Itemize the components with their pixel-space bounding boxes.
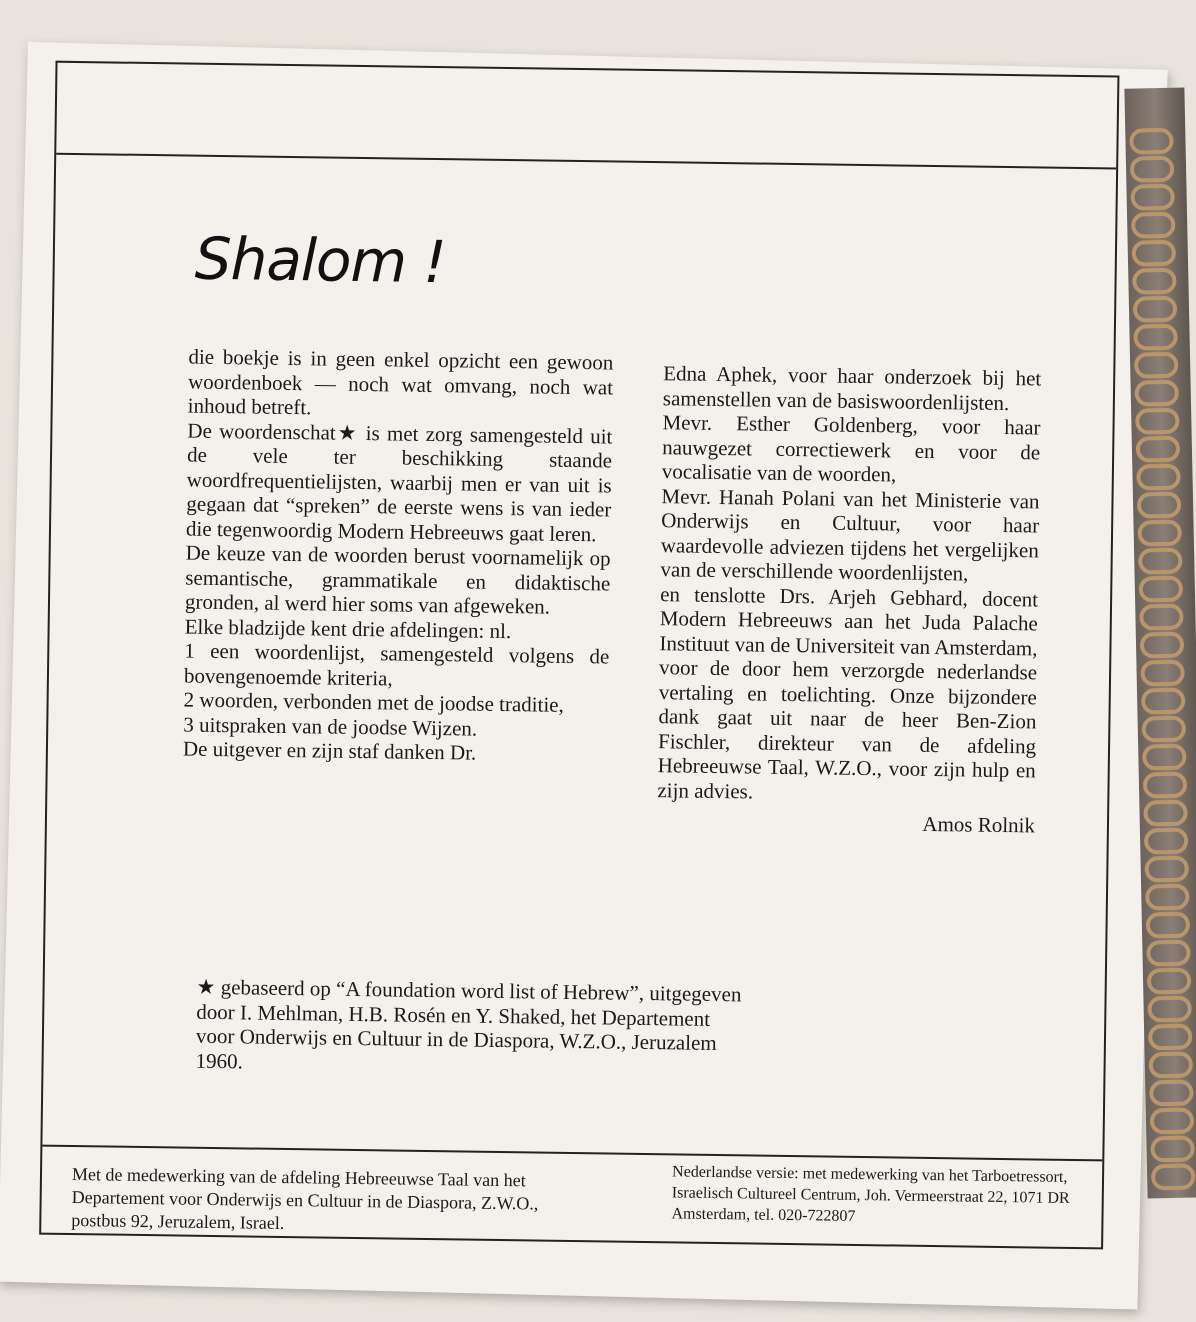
- spiral-ring: [1135, 408, 1180, 435]
- spiral-ring: [1148, 1024, 1193, 1051]
- paragraph: Elke bladzijde kent drie afdelingen: nl.: [184, 614, 512, 643]
- spiral-ring: [1146, 912, 1191, 939]
- paragraph: Edna Aphek, voor haar onderzoek bij het samenstellen van de basiswoordenlijsten.: [662, 361, 1042, 415]
- spiral-ring: [1149, 1080, 1194, 1107]
- spiral-ring: [1146, 940, 1191, 967]
- list-item: 2 woorden, verbonden met de joodse traditie,: [183, 687, 565, 717]
- paragraph: en tenslotte Drs. Arjeh Gebhard, docent Modern Hebreeuws aan het Juda Palache Instituut van de Universiteit van Amsterdam, voor de door hem verzorgde nederlandse vertaling en toelichting. Onze bijzondere dank gaat uit naar de heer Ben-Zion Fischler, direkteur van de afdeling Hebreeuwse Taal, W.Z.O., voor zijn hulp en zijn advies.: [657, 581, 1039, 803]
- right-column: [657, 361, 1042, 838]
- spiral-ring: [1151, 1164, 1196, 1191]
- spiral-ring: [1137, 520, 1182, 547]
- list-item: 3 uitspraken van de joodse Wijzen.: [183, 712, 478, 741]
- spiral-ring: [1136, 464, 1181, 491]
- spiral-ring: [1131, 212, 1176, 239]
- spiral-ring: [1136, 436, 1181, 463]
- spiral-ring: [1132, 240, 1177, 267]
- paragraph: De keuze van de woorden berust voornamelijk op semantische, grammatikale en didaktische gronden, al werd hier soms van afgeweken.: [184, 540, 611, 619]
- spiral-ring: [1139, 604, 1184, 631]
- spiral-ring: [1142, 744, 1187, 771]
- page-title: Shalom !: [194, 224, 447, 297]
- spiral-ring: [1140, 632, 1185, 659]
- book-page: [0, 42, 1168, 1309]
- spiral-ring: [1130, 156, 1175, 183]
- spiral-ring: [1147, 996, 1192, 1023]
- spiral-ring: [1133, 324, 1178, 351]
- spiral-ring: [1150, 1108, 1195, 1135]
- page-frame: [39, 61, 1119, 1250]
- spiral-ring: [1138, 548, 1183, 575]
- paragraph: die boekje is in geen enkel opzicht een gewoon woordenboek — noch wat omvang, noch wat inhoud betreft.: [187, 344, 614, 420]
- footer-left: Met de medewerking van de afdeling Hebreeuwse Taal van het Departement voor Onderwijs en Cultuur in de Diaspora, Z.W.O., postbus 92, Jeruzalem, Israel.: [71, 1164, 539, 1233]
- spiral-ring: [1133, 296, 1178, 323]
- left-column: [183, 345, 614, 767]
- spiral-ring: [1140, 660, 1185, 687]
- spiral-ring: [1132, 268, 1177, 295]
- top-rule: [56, 153, 1116, 170]
- bottom-rule: [42, 1145, 1102, 1162]
- spiral-ring: [1147, 968, 1192, 995]
- spiral-ring: [1137, 492, 1182, 519]
- spiral-ring: [1144, 856, 1189, 883]
- paragraph: De woordenschat★ is met zorg samengesteld uit de vele ter beschikking staande woordfrequentielijsten, waarbij men er van uit is gegaan dat “spreken” de eerste wens is van ieder die tegenwoordig Modern Hebreeuws gaat leren.: [185, 418, 613, 546]
- spiral-ring: [1150, 1136, 1195, 1163]
- spiral-ring: [1142, 716, 1187, 743]
- spiral-ring: [1139, 576, 1184, 603]
- list-item: 1 een woordenlijst, samengesteld volgens de bovengenoemde kriteria,: [183, 638, 610, 690]
- spiral-ring: [1134, 380, 1179, 407]
- spiral-ring: [1134, 352, 1179, 379]
- footer-right: Nederlandse versie: met medewerking van het Tarboetressort, Israelisch Cultureel Centrum, Joh. Vermeerstraat 22, 1071 DR Amsterdam, tel. 020-722807: [671, 1163, 1070, 1225]
- spiral-ring: [1129, 128, 1174, 155]
- spiral-ring: [1130, 184, 1175, 211]
- footnote: ★ gebaseerd op “A foundation word list of Hebrew”, uitgegeven door I. Mehlman, H.B. Rosén en Y. Shaked, het Departement voor Onderwijs en Cultuur in de Diaspora, W.Z.O., Jeruzalem 1960.: [195, 974, 742, 1073]
- signature: Amos Rolnik: [922, 811, 1036, 838]
- paragraph: Mevr. Esther Goldenberg, voor haar nauwgezet correctiewerk en voor de vocalisatie van de woorden,: [661, 410, 1041, 487]
- spiral-ring: [1144, 828, 1189, 855]
- spiral-ring: [1149, 1052, 1194, 1079]
- spiral-ring: [1145, 884, 1190, 911]
- paragraph: Mevr. Hanah Polani van het Ministerie van Onderwijs en Cultuur, voor haar waardevolle adviezen tijdens het vergelijken van de verschillende woordenlijsten,: [660, 483, 1040, 586]
- paragraph: De uitgever en zijn staf danken Dr.: [182, 736, 477, 765]
- spiral-ring: [1143, 800, 1188, 827]
- spiral-ring: [1141, 688, 1186, 715]
- spiral-ring: [1143, 772, 1188, 799]
